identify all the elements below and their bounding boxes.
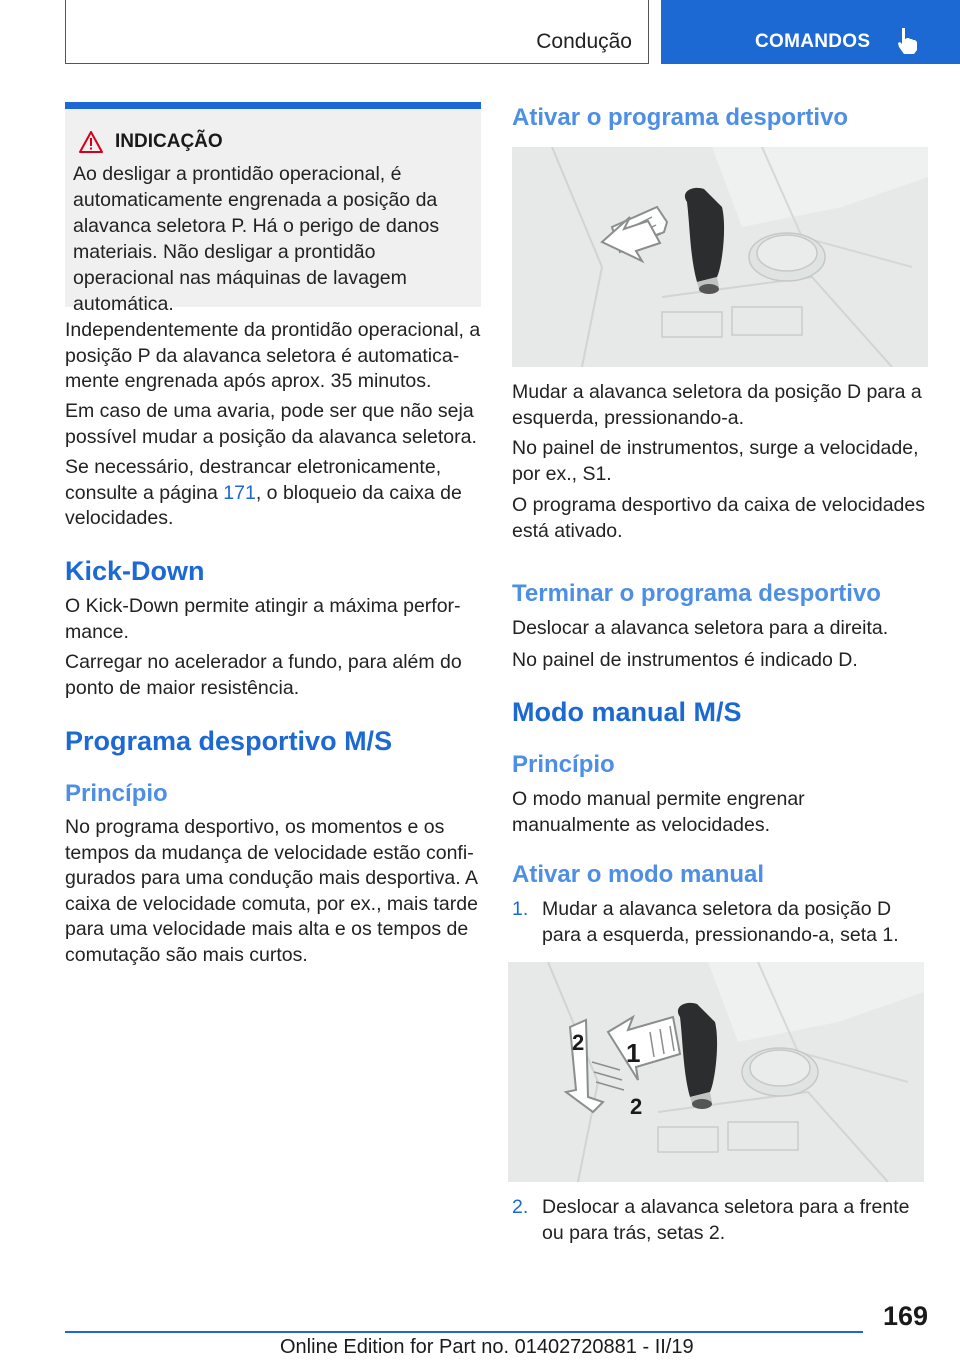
heading-manual-mode: Modo manual M/S: [512, 697, 742, 727]
notice-text: Ao desligar a prontidão operacional, é automaticamente engrenada a posição da alavanca seletora P. Há o perigo de danos materiais. Não desligar a prontidão operacional nas máquinas de lavagem automática.: [73, 163, 440, 315]
selector-lever-illustration: [512, 147, 928, 367]
arrow-label-2a: 2: [572, 1030, 585, 1055]
heading-end-sport: Terminar o programa desportivo: [512, 580, 881, 607]
step-text: Deslocar a alavanca seletora para a frente ou para trás, setas 2.: [542, 1196, 910, 1244]
warning-triangle-icon: [79, 131, 103, 153]
arrow-label-1: 1: [626, 1038, 641, 1068]
section-title: Condução: [536, 30, 632, 53]
heading-activate-sport: Ativar o programa desportivo: [512, 104, 849, 131]
page-reference-link[interactable]: 171: [223, 481, 256, 504]
arrow-label-2b: 2: [630, 1094, 643, 1119]
paragraph-principle: No programa desportivo, os momentos e os tempos da mudança de velocidade estão configurados para uma condução mais desportiva. A caixa de velocidade comuta, por ex., mais tarde para uma velocidade mais alta e os tempos de comutação são mais curtos.: [65, 816, 478, 966]
paragraph-end-2: No painel de instrumentos é indicado D.: [512, 649, 858, 671]
paragraph-activate-1: Mudar a alavanca seletora da posição D para a esquerda, pressionando-a.: [512, 381, 922, 429]
paragraph-manual-principle: O modo manual permite engrenar manualmente as velocidades.: [512, 788, 805, 836]
step-1: [512, 897, 928, 949]
chapter-title: COMANDOS: [755, 31, 871, 52]
figure-selector-lever-manual: [508, 962, 924, 1182]
step-2: [512, 1195, 928, 1247]
heading-activate-manual: Ativar o modo manual: [512, 861, 765, 888]
heading-manual-principle: Princípio: [512, 751, 615, 778]
paragraph-auto-park: Independentemente da prontidão operacional, a posição P da alavanca seletora é automaticamente engrenada após aprox. 35 minutos.: [65, 319, 481, 392]
edition-info: Online Edition for Part no. 01402720881 - II/19: [280, 1336, 694, 1358]
paragraph-kick-down-1: O Kick-Down permite atingir a máxima performance.: [65, 595, 461, 643]
selector-lever-manual-illustration: [508, 962, 924, 1182]
notice-heading: [73, 131, 473, 153]
paragraph-activate-2: No painel de instrumentos, surge a velocidade, por ex., S1.: [512, 437, 919, 485]
chapter-tab: [661, 0, 960, 64]
page-number: 169: [882, 1301, 928, 1331]
paragraph-kick-down-2: Carregar no acelerador a fundo, para além do ponto de maior resistência.: [65, 651, 462, 699]
step-number: 1.: [512, 898, 529, 920]
section-box: [65, 0, 649, 64]
unlock-text-a: Se necessário, destrancar eletronicamente, consulte a página: [65, 456, 442, 504]
paragraph-unlock: [65, 455, 481, 532]
heading-sport-program: Programa desportivo M/S: [65, 726, 393, 756]
figure-selector-lever-sport: [512, 147, 928, 367]
heading-kick-down: Kick-Down: [65, 556, 205, 586]
page-header: [0, 0, 960, 66]
unlock-text-b: , o bloqueio da caixa de velocidades.: [65, 481, 462, 529]
paragraph-end-1: Deslocar a alavanca seletora para a direita.: [512, 617, 889, 639]
pointing-hand-icon: [893, 26, 923, 56]
step-number: 2.: [512, 1196, 529, 1218]
heading-principle: Princípio: [65, 780, 168, 807]
notice-title: INDICAÇÃO: [115, 131, 223, 152]
paragraph-malfunction: Em caso de uma avaria, pode ser que não seja possível mudar a posição da alavanca seletora.: [65, 400, 477, 448]
footer-divider: [65, 1331, 863, 1333]
paragraph-activate-3: O programa desportivo da caixa de velocidades está ativado.: [512, 494, 925, 542]
notice-box: [65, 102, 481, 315]
step-text: Mudar a alavanca seletora da posição D para a esquerda, pressionando-a, seta 1.: [542, 898, 899, 946]
